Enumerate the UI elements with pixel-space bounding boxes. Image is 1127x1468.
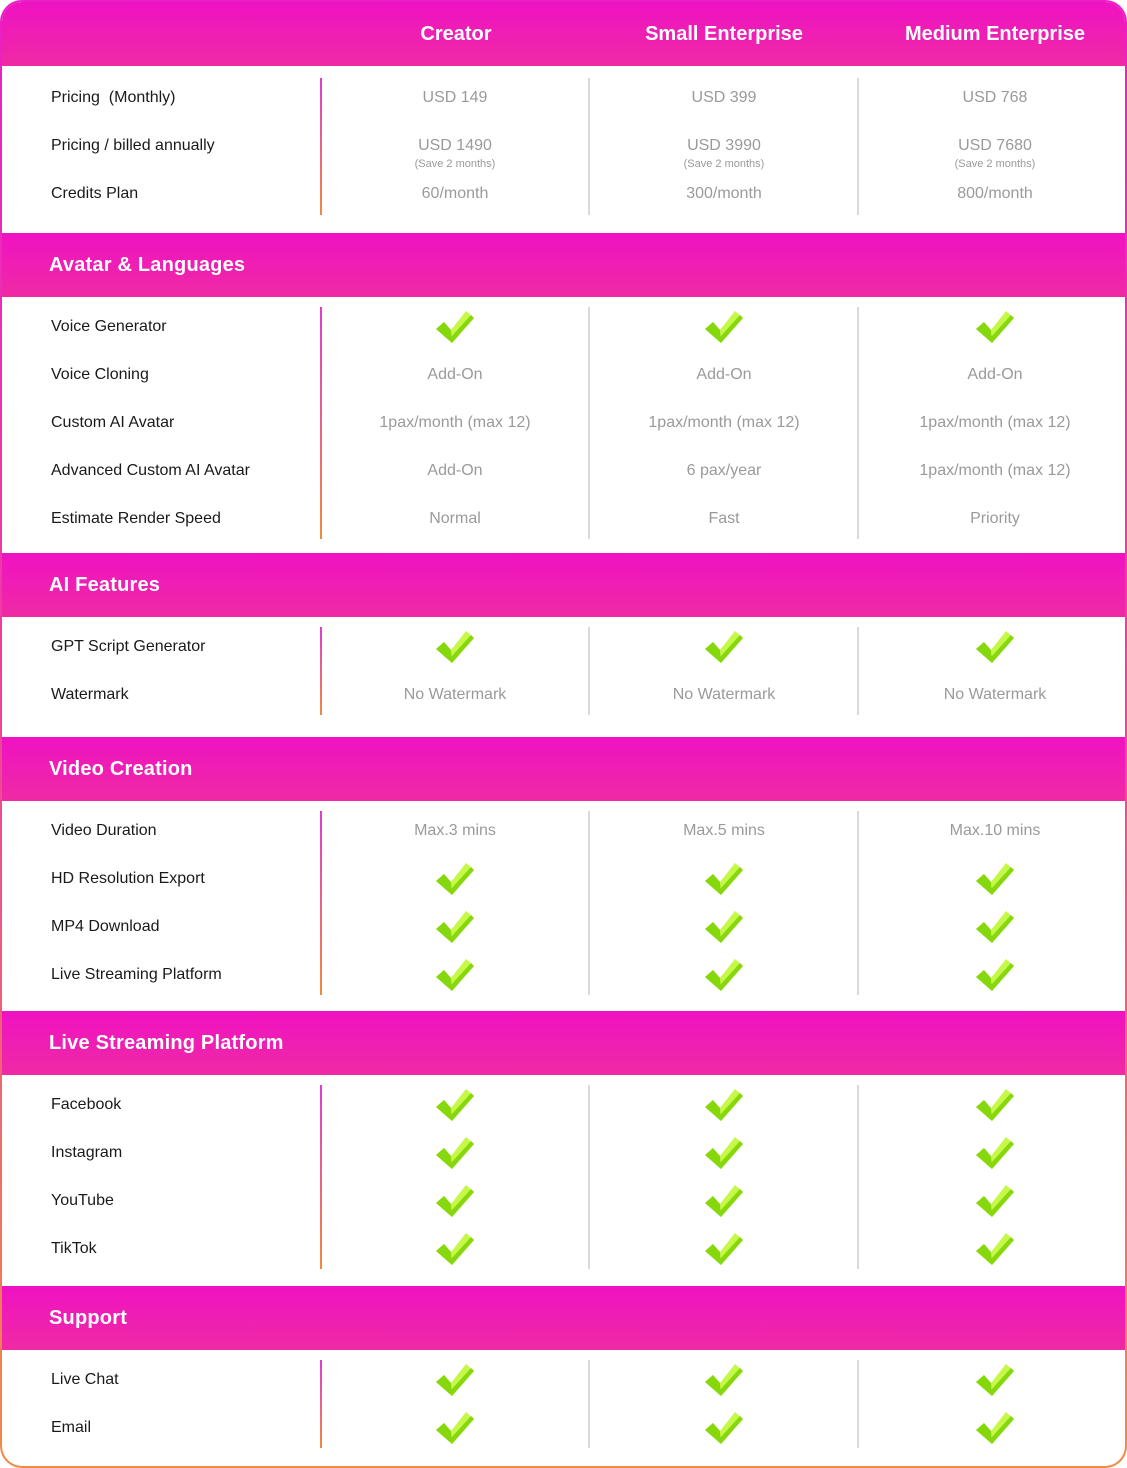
column-divider-2 <box>857 307 859 539</box>
check-icon <box>435 957 475 993</box>
row-label-credits-plan: Credits Plan <box>51 185 139 202</box>
check-icon <box>704 1087 744 1123</box>
column-divider-left <box>320 811 322 995</box>
check-icon <box>435 1410 475 1446</box>
cell-value: Add-On <box>696 366 752 383</box>
check-icon <box>975 1135 1015 1171</box>
cell-value: USD 768 <box>962 89 1028 106</box>
section-title: AI Features <box>49 574 161 596</box>
row-label-email: Email <box>51 1419 92 1436</box>
column-divider-1 <box>588 78 590 215</box>
row-label-voice-generator: Voice Generator <box>51 318 167 335</box>
row-label-live-chat: Live Chat <box>51 1371 119 1388</box>
cell-value: Fast <box>708 510 740 527</box>
row-label-instagram: Instagram <box>51 1144 123 1161</box>
check-icon <box>975 1183 1015 1219</box>
check-icon <box>975 957 1015 993</box>
plan-header-small-enterprise: Small Enterprise <box>645 23 803 45</box>
cell-value: 6 pax/year <box>686 462 762 479</box>
row-label-pricing-monthly: Pricing (Monthly) <box>51 89 176 106</box>
cell-value: USD 7680 <box>958 137 1032 154</box>
section-header-video-creation <box>2 737 1125 801</box>
column-divider-1 <box>588 1360 590 1448</box>
column-divider-1 <box>588 307 590 539</box>
section-title: Live Streaming Platform <box>49 1032 284 1054</box>
row-label-custom-ai-avatar: Custom AI Avatar <box>51 414 175 431</box>
cell-value: 300/month <box>686 185 762 202</box>
cell-value: USD 1490 <box>418 137 492 154</box>
column-divider-2 <box>857 78 859 215</box>
cell-value: USD 149 <box>422 89 488 106</box>
check-icon <box>975 909 1015 945</box>
plan-header-creator: Creator <box>420 23 492 45</box>
cell-value: No Watermark <box>943 686 1047 703</box>
check-icon <box>704 861 744 897</box>
cell-value: No Watermark <box>403 686 507 703</box>
section-header-avatar-languages <box>2 233 1125 297</box>
column-divider-left <box>320 1085 322 1269</box>
cell-value: Priority <box>970 510 1020 527</box>
check-icon <box>435 1183 475 1219</box>
cell-value: USD 399 <box>691 89 757 106</box>
check-icon <box>975 629 1015 665</box>
row-label-estimate-render-speed: Estimate Render Speed <box>51 510 221 527</box>
section-title: Video Creation <box>49 758 193 780</box>
cell-note: (Save 2 months) <box>954 158 1036 170</box>
check-icon <box>975 861 1015 897</box>
check-icon <box>435 1087 475 1123</box>
row-label-mp4-download: MP4 Download <box>51 918 160 935</box>
row-label-advanced-custom-ai-avatar: Advanced Custom AI Avatar <box>51 462 250 479</box>
row-label-voice-cloning: Voice Cloning <box>51 366 149 383</box>
check-icon <box>975 1410 1015 1446</box>
cell-value: Normal <box>429 510 481 527</box>
cell-value: Max.3 mins <box>414 822 496 839</box>
section-header-ai-features <box>2 553 1125 617</box>
row-label-facebook: Facebook <box>51 1096 122 1113</box>
check-icon <box>704 909 744 945</box>
column-divider-left <box>320 307 322 539</box>
row-label-gpt-script-generator: GPT Script Generator <box>51 638 206 655</box>
row-label-video-duration: Video Duration <box>51 822 157 839</box>
column-divider-left <box>320 78 322 215</box>
row-label-hd-resolution-export: HD Resolution Export <box>51 870 205 887</box>
section-title: Avatar & Languages <box>49 254 246 276</box>
row-label-watermark: Watermark <box>51 686 129 703</box>
cell-value: Max.5 mins <box>683 822 765 839</box>
row-label-youtube: YouTube <box>51 1192 114 1209</box>
section-header-support <box>2 1286 1125 1350</box>
check-icon <box>704 1410 744 1446</box>
check-icon <box>435 909 475 945</box>
plans-header <box>2 2 1125 66</box>
check-icon <box>435 1362 475 1398</box>
cell-value: No Watermark <box>672 686 776 703</box>
check-icon <box>975 1362 1015 1398</box>
section-title: Support <box>49 1307 128 1329</box>
cell-value: 1pax/month (max 12) <box>648 414 800 431</box>
column-divider-2 <box>857 627 859 715</box>
check-icon <box>704 309 744 345</box>
plan-header-medium-enterprise: Medium Enterprise <box>904 23 1086 45</box>
check-icon <box>704 1183 744 1219</box>
check-icon <box>435 1135 475 1171</box>
column-divider-left <box>320 627 322 715</box>
check-icon <box>704 1362 744 1398</box>
cell-note: (Save 2 months) <box>414 158 496 170</box>
check-icon <box>435 629 475 665</box>
check-icon <box>975 1231 1015 1267</box>
check-icon <box>435 309 475 345</box>
cell-value: Add-On <box>427 462 483 479</box>
column-divider-1 <box>588 627 590 715</box>
row-label-live-streaming-platform: Live Streaming Platform <box>51 966 222 983</box>
cell-value: USD 3990 <box>687 137 761 154</box>
cell-value: Add-On <box>427 366 483 383</box>
column-divider-1 <box>588 1085 590 1269</box>
column-divider-2 <box>857 811 859 995</box>
cell-value: Add-On <box>967 366 1023 383</box>
column-divider-left <box>320 1360 322 1448</box>
check-icon <box>704 629 744 665</box>
cell-value: 800/month <box>957 185 1033 202</box>
check-icon <box>435 1231 475 1267</box>
row-label-tiktok: TikTok <box>51 1240 97 1257</box>
column-divider-2 <box>857 1360 859 1448</box>
cell-value: 1pax/month (max 12) <box>919 462 1071 479</box>
check-icon <box>435 861 475 897</box>
column-divider-1 <box>588 811 590 995</box>
cell-note: (Save 2 months) <box>683 158 765 170</box>
check-icon <box>975 1087 1015 1123</box>
check-icon <box>704 957 744 993</box>
row-label-pricing-billed-annually: Pricing / billed annually <box>51 137 215 154</box>
cell-value: 1pax/month (max 12) <box>379 414 531 431</box>
check-icon <box>704 1135 744 1171</box>
cell-value: 1pax/month (max 12) <box>919 414 1071 431</box>
check-icon <box>704 1231 744 1267</box>
cell-value: Max.10 mins <box>949 822 1041 839</box>
column-divider-2 <box>857 1085 859 1269</box>
check-icon <box>975 309 1015 345</box>
cell-value: 60/month <box>421 185 489 202</box>
section-header-live-streaming-platform <box>2 1011 1125 1075</box>
